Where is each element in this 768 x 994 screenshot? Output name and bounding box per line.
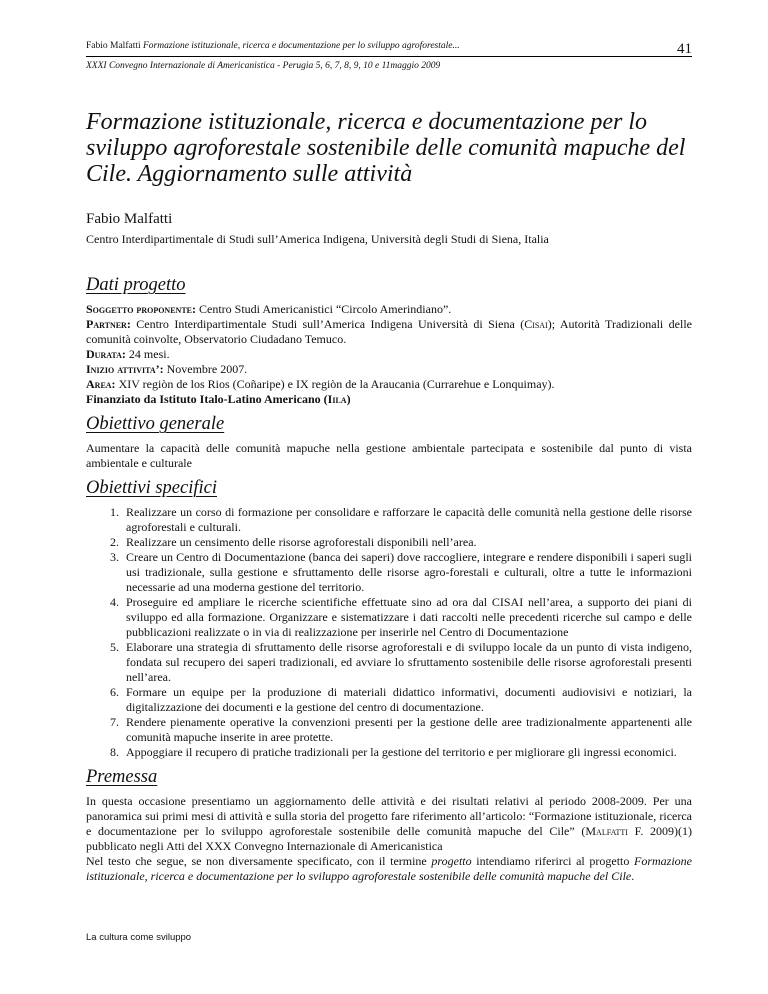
page <box>86 40 692 884</box>
page-footer: La cultura come sviluppo <box>86 932 192 943</box>
row-durata: Durata: 24 mesi. <box>86 347 170 361</box>
row-finanziato: Finanziato da Istituto Italo-Latino Americano (Iila) <box>86 392 351 406</box>
header-line <box>86 40 692 53</box>
list-item: 7. Rendere pienamente operative la convenzioni presenti per la gestione delle aree tradizionalmente appartenenti alle comunità mapuche inserite in aree protette. <box>122 715 692 745</box>
list-item: 2. Realizzare un censimento delle risorse agroforestali disponibili nell’area. <box>122 535 692 550</box>
running-header <box>86 40 692 57</box>
obiettivi-list <box>86 505 692 760</box>
project-data <box>86 302 692 407</box>
heading-obiettivo-generale: Obiettivo generale <box>86 414 225 434</box>
row-inizio: Inizio attivita’: Novembre 2007. <box>86 362 248 376</box>
row-area: Area: XIV regiòn de los Rios (Coñaripe) e IX regiòn de la Araucania (Currarehue e Lonquimay). <box>86 377 555 391</box>
row-soggetto: Soggetto proponente: Centro Studi Americanistici “Circolo Amerindiano”. <box>86 302 452 316</box>
obiettivo-generale-text: Aumentare la capacità delle comunità mapuche nella gestione ambientale partecipata e sostenibile dal punto di vista ambientale e culturale <box>86 441 692 470</box>
header-running-title: Formazione istituzionale, ricerca e documentazione per lo sviluppo agroforestale... <box>143 41 460 51</box>
list-item: 5. Elaborare una strategia di sfruttamento delle risorse agroforestali e di sviluppo locale da un punto di vista indigeno, fondata sul recupero dei saperi tradizionali, ed avviare lo sfruttamento sostenibile delle risorse agroforestali presenti nell’area. <box>122 640 692 685</box>
header-author: Fabio Malfatti <box>86 41 141 51</box>
list-item: 4. Proseguire ed ampliare le ricerche scientifiche effettuate sino ad ora dal CISAI nell’area, a supporto dei piani di sviluppo ed alla formazione. Organizzare e sistematizzare i dati raccolti nelle precedenti ricerche sul campo e delle pubblicazioni realizzate o in via di realizzazione per inserirle nel Centro di Documentazione <box>122 595 692 640</box>
premessa-paragraph-1: In questa occasione presentiamo un aggiornamento delle attività e dei risultati relativi al periodo 2008-2009. Per una panoramica sui primi mesi di attività e sulla storia del progetto fare riferimento all’articolo: “Formazione istituzionale, ricerca e documentazione per lo sviluppo agroforestale sostenibile delle comunità mapuche del Cile” (Malfatti F. 2009)(1) pubblicato negli Atti del XXX Convegno Internazionale di Americanistica <box>86 794 692 853</box>
heading-obiettivi-specifici: Obiettivi specifici <box>86 478 217 498</box>
heading-dati-progetto: Dati progetto <box>86 275 186 295</box>
row-partner: Partner: Centro Interdipartimentale Studi sull’America Indigena Università di Siena (Cisai); Autorità Tradizionali delle comunità coinvolte, Observatorio Ciudadano Temuco. <box>86 317 692 346</box>
header-conference: XXXI Convegno Internazionale di Americanistica - Perugia 5, 6, 7, 8, 9, 10 e 11maggio 2009 <box>86 61 441 71</box>
list-item: 3. Creare un Centro di Documentazione (banca dei saperi) dove raccogliere, integrare e rendere disponibili i saperi sugli usi tradizionale, sulla gestione e sfruttamento delle risorse agro-forestali e culturali, oltre a tutte le informazioni necessarie ad una moderna gestione del territorio. <box>122 550 692 595</box>
article-title: Formazione istituzionale, ricerca e documentazione per lo sviluppo agroforestale sostenibile delle comunità mapuche del Cile. Aggiornamento sulle attività <box>86 109 686 187</box>
author-affiliation: Centro Interdipartimentale di Studi sull’America Indigena, Università degli Studi di Siena, Italia <box>86 232 549 246</box>
list-item: 1. Realizzare un corso di formazione per consolidare e rafforzare le capacità delle comunità nella gestione delle risorse agroforestali e culturali. <box>122 505 692 535</box>
author-name: Fabio Malfatti <box>86 211 173 227</box>
list-item: 6. Formare un equipe per la produzione di materiali didattico informativi, documenti audiovisivi e notiziari, la digitalizzazione dei documenti e la gestione del centro di documentazione. <box>122 685 692 715</box>
page-number: 41 <box>677 41 692 57</box>
heading-premessa: Premessa <box>86 767 158 787</box>
premessa-paragraph-2: Nel testo che segue, se non diversamente specificato, con il termine progetto intendiamo riferirci al progetto Formazione istituzionale, ricerca e documentazione per lo sviluppo agroforestale sostenibile delle comunità mapuche del Cile. <box>86 854 692 883</box>
list-item: 8. Appoggiare il recupero di pratiche tradizionali per la gestione del territorio e per migliorare gli ingressi economici. <box>122 745 692 760</box>
